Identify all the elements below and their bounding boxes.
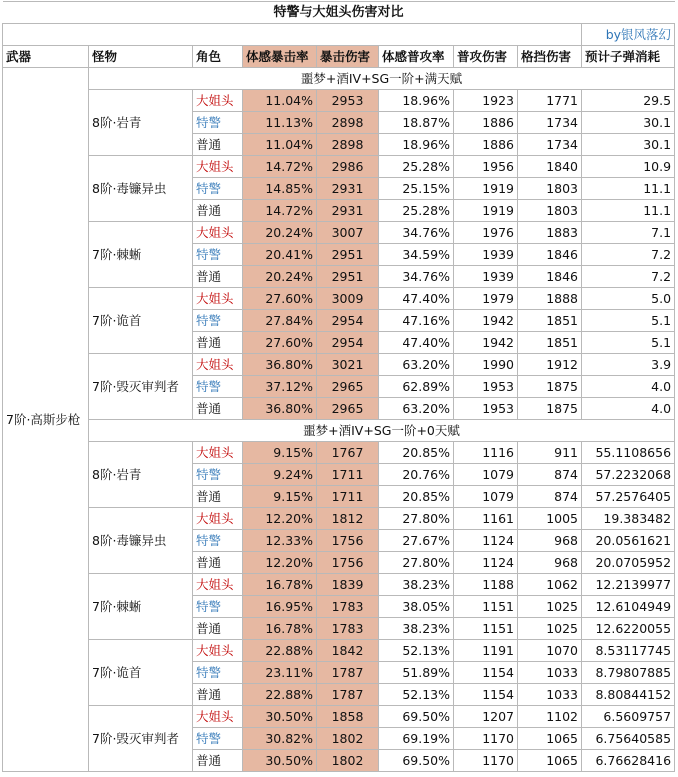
- bullets-cell: 4.0: [582, 398, 675, 420]
- normal-rate-cell: 25.15%: [379, 178, 454, 200]
- crit-rate-cell: 9.15%: [243, 442, 317, 464]
- normal-damage-cell: 1953: [454, 398, 518, 420]
- bullets-cell: 12.6220055: [582, 618, 675, 640]
- bullets-cell: 20.0705952: [582, 552, 675, 574]
- block-damage-cell: 1846: [518, 266, 582, 288]
- crit-damage-cell: 3007: [317, 222, 379, 244]
- role-swat: 特警: [193, 464, 243, 486]
- crit-damage-cell: 3021: [317, 354, 379, 376]
- table-row: [3, 706, 675, 728]
- role-big-sis: 大姐头: [193, 508, 243, 530]
- block-damage-cell: 1846: [518, 244, 582, 266]
- role-big-sis: 大姐头: [193, 706, 243, 728]
- header-bullets: 预计子弹消耗: [582, 46, 675, 68]
- block-damage-cell: 1851: [518, 310, 582, 332]
- crit-rate-cell: 36.80%: [243, 354, 317, 376]
- bullets-cell: 8.80844152: [582, 684, 675, 706]
- normal-damage-cell: 1079: [454, 486, 518, 508]
- block-damage-cell: 1803: [518, 178, 582, 200]
- role-normal: 普通: [193, 200, 243, 222]
- normal-damage-cell: 1116: [454, 442, 518, 464]
- crit-damage-cell: 1787: [317, 684, 379, 706]
- role-big-sis: 大姐头: [193, 574, 243, 596]
- normal-rate-cell: 69.50%: [379, 750, 454, 772]
- table-row: [3, 508, 675, 530]
- crit-rate-cell: 11.04%: [243, 90, 317, 112]
- crit-damage-cell: 2953: [317, 90, 379, 112]
- role-big-sis: 大姐头: [193, 354, 243, 376]
- crit-rate-cell: 22.88%: [243, 640, 317, 662]
- normal-rate-cell: 52.13%: [379, 684, 454, 706]
- section-row: [3, 68, 675, 90]
- crit-rate-cell: 27.60%: [243, 288, 317, 310]
- table-row: [3, 640, 675, 662]
- bullets-cell: 4.0: [582, 376, 675, 398]
- bullets-cell: 57.2232068: [582, 464, 675, 486]
- crit-rate-cell: 9.15%: [243, 486, 317, 508]
- table-body: [3, 2, 675, 772]
- header-weapon: 武器: [3, 46, 89, 68]
- block-damage-cell: 1840: [518, 156, 582, 178]
- normal-damage-cell: 1079: [454, 464, 518, 486]
- crit-damage-cell: 1711: [317, 486, 379, 508]
- table-row: [3, 442, 675, 464]
- crit-damage-cell: 2898: [317, 134, 379, 156]
- role-big-sis: 大姐头: [193, 222, 243, 244]
- crit-damage-cell: 2951: [317, 244, 379, 266]
- block-damage-cell: 1803: [518, 200, 582, 222]
- role-swat: 特警: [193, 530, 243, 552]
- normal-rate-cell: 20.85%: [379, 486, 454, 508]
- normal-rate-cell: 27.80%: [379, 552, 454, 574]
- bullets-cell: 19.383482: [582, 508, 675, 530]
- block-damage-cell: 1888: [518, 288, 582, 310]
- bullets-cell: 11.1: [582, 200, 675, 222]
- block-damage-cell: 1065: [518, 728, 582, 750]
- crit-rate-cell: 16.78%: [243, 574, 317, 596]
- table-title: 特警与大姐头伤害对比: [3, 2, 675, 24]
- normal-damage-cell: 1919: [454, 178, 518, 200]
- bullets-cell: 7.1: [582, 222, 675, 244]
- bullets-cell: 6.76628416: [582, 750, 675, 772]
- block-damage-cell: 968: [518, 530, 582, 552]
- block-damage-cell: 874: [518, 486, 582, 508]
- normal-damage-cell: 1923: [454, 90, 518, 112]
- crit-rate-cell: 14.85%: [243, 178, 317, 200]
- bullets-cell: 30.1: [582, 134, 675, 156]
- crit-damage-cell: 2986: [317, 156, 379, 178]
- role-big-sis: 大姐头: [193, 90, 243, 112]
- role-normal: 普通: [193, 134, 243, 156]
- monster-cell: 7阶·毁灭审判者: [89, 354, 193, 420]
- role-big-sis: 大姐头: [193, 442, 243, 464]
- normal-damage-cell: 1939: [454, 266, 518, 288]
- normal-rate-cell: 38.23%: [379, 574, 454, 596]
- role-normal: 普通: [193, 750, 243, 772]
- block-damage-cell: 1062: [518, 574, 582, 596]
- bullets-cell: 5.1: [582, 310, 675, 332]
- normal-rate-cell: 52.13%: [379, 640, 454, 662]
- normal-damage-cell: 1191: [454, 640, 518, 662]
- role-normal: 普通: [193, 266, 243, 288]
- block-damage-cell: 1734: [518, 112, 582, 134]
- header-monster: 怪物: [89, 46, 193, 68]
- role-normal: 普通: [193, 618, 243, 640]
- block-damage-cell: 1033: [518, 684, 582, 706]
- normal-damage-cell: 1151: [454, 618, 518, 640]
- crit-damage-cell: 1767: [317, 442, 379, 464]
- crit-damage-cell: 2954: [317, 310, 379, 332]
- crit-rate-cell: 12.20%: [243, 508, 317, 530]
- bullets-cell: 6.75640585: [582, 728, 675, 750]
- author-credit: by银风落幻: [582, 24, 675, 46]
- block-damage-cell: 1102: [518, 706, 582, 728]
- crit-damage-cell: 2931: [317, 200, 379, 222]
- normal-damage-cell: 1161: [454, 508, 518, 530]
- monster-cell: 7阶·诡首: [89, 288, 193, 354]
- header-role: 角色: [193, 46, 243, 68]
- crit-rate-cell: 14.72%: [243, 156, 317, 178]
- role-normal: 普通: [193, 684, 243, 706]
- table-row: [3, 574, 675, 596]
- header-normal-damage: 普攻伤害: [454, 46, 518, 68]
- normal-rate-cell: 63.20%: [379, 398, 454, 420]
- table-row: [3, 156, 675, 178]
- crit-rate-cell: 12.33%: [243, 530, 317, 552]
- normal-damage-cell: 1188: [454, 574, 518, 596]
- header-crit-rate: 体感暴击率: [243, 46, 317, 68]
- monster-cell: 7阶·棘蜥: [89, 222, 193, 288]
- table-row: [3, 90, 675, 112]
- monster-cell: 7阶·棘蜥: [89, 574, 193, 640]
- section-label: 噩梦+酒IV+SG一阶+0天赋: [89, 420, 675, 442]
- normal-rate-cell: 18.96%: [379, 134, 454, 156]
- bullets-cell: 7.2: [582, 266, 675, 288]
- role-swat: 特警: [193, 662, 243, 684]
- crit-damage-cell: 2898: [317, 112, 379, 134]
- crit-rate-cell: 20.41%: [243, 244, 317, 266]
- crit-damage-cell: 1783: [317, 596, 379, 618]
- normal-rate-cell: 20.85%: [379, 442, 454, 464]
- block-damage-cell: 1070: [518, 640, 582, 662]
- normal-rate-cell: 63.20%: [379, 354, 454, 376]
- monster-cell: 8阶·毒镰异虫: [89, 508, 193, 574]
- crit-rate-cell: 30.82%: [243, 728, 317, 750]
- crit-rate-cell: 12.20%: [243, 552, 317, 574]
- crit-rate-cell: 27.84%: [243, 310, 317, 332]
- block-damage-cell: 1883: [518, 222, 582, 244]
- role-swat: 特警: [193, 376, 243, 398]
- bullets-cell: 11.1: [582, 178, 675, 200]
- normal-rate-cell: 18.96%: [379, 90, 454, 112]
- crit-damage-cell: 2931: [317, 178, 379, 200]
- block-damage-cell: 1033: [518, 662, 582, 684]
- role-swat: 特警: [193, 178, 243, 200]
- crit-rate-cell: 36.80%: [243, 398, 317, 420]
- table-row: [3, 354, 675, 376]
- normal-damage-cell: 1942: [454, 310, 518, 332]
- block-damage-cell: 968: [518, 552, 582, 574]
- normal-rate-cell: 34.76%: [379, 222, 454, 244]
- normal-damage-cell: 1124: [454, 552, 518, 574]
- bullets-cell: 57.2576405: [582, 486, 675, 508]
- damage-comparison-table: [2, 1, 675, 772]
- weapon-cell: 7阶·高斯步枪: [3, 68, 89, 772]
- block-damage-cell: 874: [518, 464, 582, 486]
- crit-damage-cell: 1756: [317, 530, 379, 552]
- role-big-sis: 大姐头: [193, 156, 243, 178]
- header-block-damage: 格挡伤害: [518, 46, 582, 68]
- normal-damage-cell: 1939: [454, 244, 518, 266]
- normal-rate-cell: 38.05%: [379, 596, 454, 618]
- crit-damage-cell: 2965: [317, 376, 379, 398]
- crit-damage-cell: 1787: [317, 662, 379, 684]
- header-crit-damage: 暴击伤害: [317, 46, 379, 68]
- crit-rate-cell: 20.24%: [243, 222, 317, 244]
- normal-rate-cell: 34.76%: [379, 266, 454, 288]
- normal-damage-cell: 1976: [454, 222, 518, 244]
- role-normal: 普通: [193, 398, 243, 420]
- role-swat: 特警: [193, 112, 243, 134]
- bullets-cell: 10.9: [582, 156, 675, 178]
- bullets-cell: 7.2: [582, 244, 675, 266]
- monster-cell: 7阶·诡首: [89, 640, 193, 706]
- crit-rate-cell: 23.11%: [243, 662, 317, 684]
- block-damage-cell: 1875: [518, 376, 582, 398]
- normal-rate-cell: 47.40%: [379, 288, 454, 310]
- header-normal-rate: 体感普攻率: [379, 46, 454, 68]
- normal-damage-cell: 1154: [454, 684, 518, 706]
- normal-rate-cell: 69.19%: [379, 728, 454, 750]
- normal-damage-cell: 1979: [454, 288, 518, 310]
- crit-damage-cell: 2951: [317, 266, 379, 288]
- crit-rate-cell: 27.60%: [243, 332, 317, 354]
- bullets-cell: 8.79807885: [582, 662, 675, 684]
- bullets-cell: 3.9: [582, 354, 675, 376]
- block-damage-cell: 1912: [518, 354, 582, 376]
- normal-damage-cell: 1207: [454, 706, 518, 728]
- section-row: [3, 420, 675, 442]
- crit-rate-cell: 16.95%: [243, 596, 317, 618]
- block-damage-cell: 1005: [518, 508, 582, 530]
- header-row: [3, 46, 675, 68]
- role-swat: 特警: [193, 728, 243, 750]
- monster-cell: 8阶·岩青: [89, 442, 193, 508]
- role-normal: 普通: [193, 552, 243, 574]
- crit-damage-cell: 1812: [317, 508, 379, 530]
- bullets-cell: 55.1108656: [582, 442, 675, 464]
- block-damage-cell: 1025: [518, 618, 582, 640]
- role-swat: 特警: [193, 596, 243, 618]
- normal-damage-cell: 1919: [454, 200, 518, 222]
- monster-cell: 8阶·岩青: [89, 90, 193, 156]
- crit-rate-cell: 30.50%: [243, 750, 317, 772]
- crit-damage-cell: 1842: [317, 640, 379, 662]
- crit-rate-cell: 22.88%: [243, 684, 317, 706]
- role-big-sis: 大姐头: [193, 640, 243, 662]
- crit-rate-cell: 20.24%: [243, 266, 317, 288]
- normal-rate-cell: 38.23%: [379, 618, 454, 640]
- bullets-cell: 12.6104949: [582, 596, 675, 618]
- crit-damage-cell: 1839: [317, 574, 379, 596]
- bullets-cell: 29.5: [582, 90, 675, 112]
- normal-damage-cell: 1886: [454, 112, 518, 134]
- normal-damage-cell: 1170: [454, 750, 518, 772]
- normal-rate-cell: 25.28%: [379, 156, 454, 178]
- bullets-cell: 20.0561621: [582, 530, 675, 552]
- role-swat: 特警: [193, 310, 243, 332]
- bullets-cell: 12.2139977: [582, 574, 675, 596]
- crit-rate-cell: 14.72%: [243, 200, 317, 222]
- normal-rate-cell: 62.89%: [379, 376, 454, 398]
- normal-damage-cell: 1956: [454, 156, 518, 178]
- bullets-cell: 5.1: [582, 332, 675, 354]
- crit-damage-cell: 1802: [317, 728, 379, 750]
- normal-damage-cell: 1151: [454, 596, 518, 618]
- normal-rate-cell: 27.80%: [379, 508, 454, 530]
- title-row: [3, 2, 675, 24]
- table-row: [3, 222, 675, 244]
- crit-damage-cell: 1711: [317, 464, 379, 486]
- crit-damage-cell: 1858: [317, 706, 379, 728]
- crit-rate-cell: 16.78%: [243, 618, 317, 640]
- crit-rate-cell: 30.50%: [243, 706, 317, 728]
- normal-rate-cell: 47.40%: [379, 332, 454, 354]
- normal-rate-cell: 47.16%: [379, 310, 454, 332]
- block-damage-cell: 1025: [518, 596, 582, 618]
- bullets-cell: 8.53117745: [582, 640, 675, 662]
- bullets-cell: 5.0: [582, 288, 675, 310]
- block-damage-cell: 911: [518, 442, 582, 464]
- crit-rate-cell: 37.12%: [243, 376, 317, 398]
- block-damage-cell: 1734: [518, 134, 582, 156]
- normal-damage-cell: 1942: [454, 332, 518, 354]
- crit-rate-cell: 11.13%: [243, 112, 317, 134]
- normal-rate-cell: 18.87%: [379, 112, 454, 134]
- normal-damage-cell: 1124: [454, 530, 518, 552]
- normal-damage-cell: 1990: [454, 354, 518, 376]
- table-row: [3, 288, 675, 310]
- credit-row: [3, 24, 675, 46]
- crit-damage-cell: 1802: [317, 750, 379, 772]
- crit-damage-cell: 1756: [317, 552, 379, 574]
- monster-cell: 8阶·毒镰异虫: [89, 156, 193, 222]
- crit-rate-cell: 11.04%: [243, 134, 317, 156]
- normal-rate-cell: 51.89%: [379, 662, 454, 684]
- role-normal: 普通: [193, 486, 243, 508]
- bullets-cell: 6.5609757: [582, 706, 675, 728]
- section-label: 噩梦+酒IV+SG一阶+满天赋: [89, 68, 675, 90]
- normal-rate-cell: 20.76%: [379, 464, 454, 486]
- crit-damage-cell: 1783: [317, 618, 379, 640]
- role-swat: 特警: [193, 244, 243, 266]
- role-big-sis: 大姐头: [193, 288, 243, 310]
- crit-rate-cell: 9.24%: [243, 464, 317, 486]
- bullets-cell: 30.1: [582, 112, 675, 134]
- block-damage-cell: 1065: [518, 750, 582, 772]
- block-damage-cell: 1875: [518, 398, 582, 420]
- normal-damage-cell: 1886: [454, 134, 518, 156]
- normal-rate-cell: 69.50%: [379, 706, 454, 728]
- normal-damage-cell: 1154: [454, 662, 518, 684]
- normal-damage-cell: 1170: [454, 728, 518, 750]
- normal-rate-cell: 25.28%: [379, 200, 454, 222]
- role-normal: 普通: [193, 332, 243, 354]
- normal-rate-cell: 34.59%: [379, 244, 454, 266]
- block-damage-cell: 1851: [518, 332, 582, 354]
- credit-spacer: [3, 24, 582, 46]
- block-damage-cell: 1771: [518, 90, 582, 112]
- normal-rate-cell: 27.67%: [379, 530, 454, 552]
- monster-cell: 7阶·毁灭审判者: [89, 706, 193, 772]
- normal-damage-cell: 1953: [454, 376, 518, 398]
- crit-damage-cell: 2954: [317, 332, 379, 354]
- crit-damage-cell: 3009: [317, 288, 379, 310]
- crit-damage-cell: 2965: [317, 398, 379, 420]
